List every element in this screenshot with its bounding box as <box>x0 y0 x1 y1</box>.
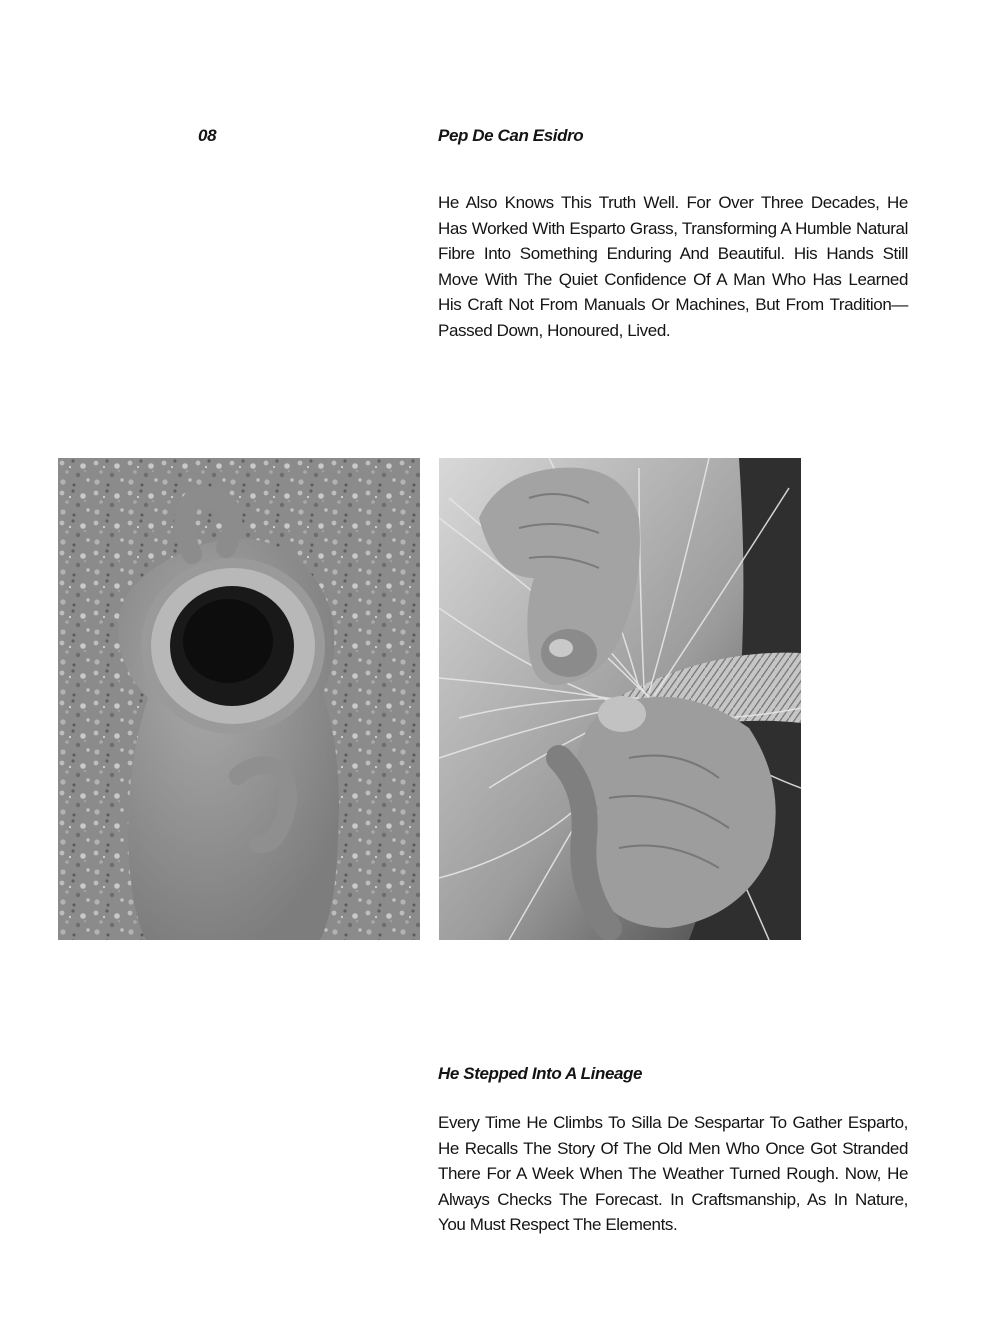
hands-weaving-esparto-illustration <box>439 458 801 940</box>
clay-jug-photo <box>58 458 420 940</box>
intro-paragraph: He Also Knows This Truth Well. For Over Three Decades, He Has Worked With Esparto Grass, Transforming A Humble Natural Fibre Into Something Enduring And Beautiful. His Hands Still Move With The Quiet Confidence Of A Man Who Has Learned His Craft Not From Manuals Or Machines, But From Tradition—Passed Down, Honoured, Lived. <box>438 193 908 340</box>
section-subheading: He Stepped Into A Lineage <box>438 1064 643 1083</box>
page-title: Pep De Can Esidro <box>438 126 584 145</box>
clay-jug-illustration <box>58 458 420 940</box>
hands-weaving-photo <box>439 458 801 940</box>
body-paragraph: Every Time He Climbs To Silla De Sespartar To Gather Esparto, He Recalls The Story Of The Old Men Who Once Got Stranded There For A Week When The Weather Turned Rough. Now, He Always Checks The Forecast. In Craftsmanship, As In Nature, You Must Respect The Elements. <box>438 1113 908 1234</box>
page-number: 08 <box>198 126 217 145</box>
